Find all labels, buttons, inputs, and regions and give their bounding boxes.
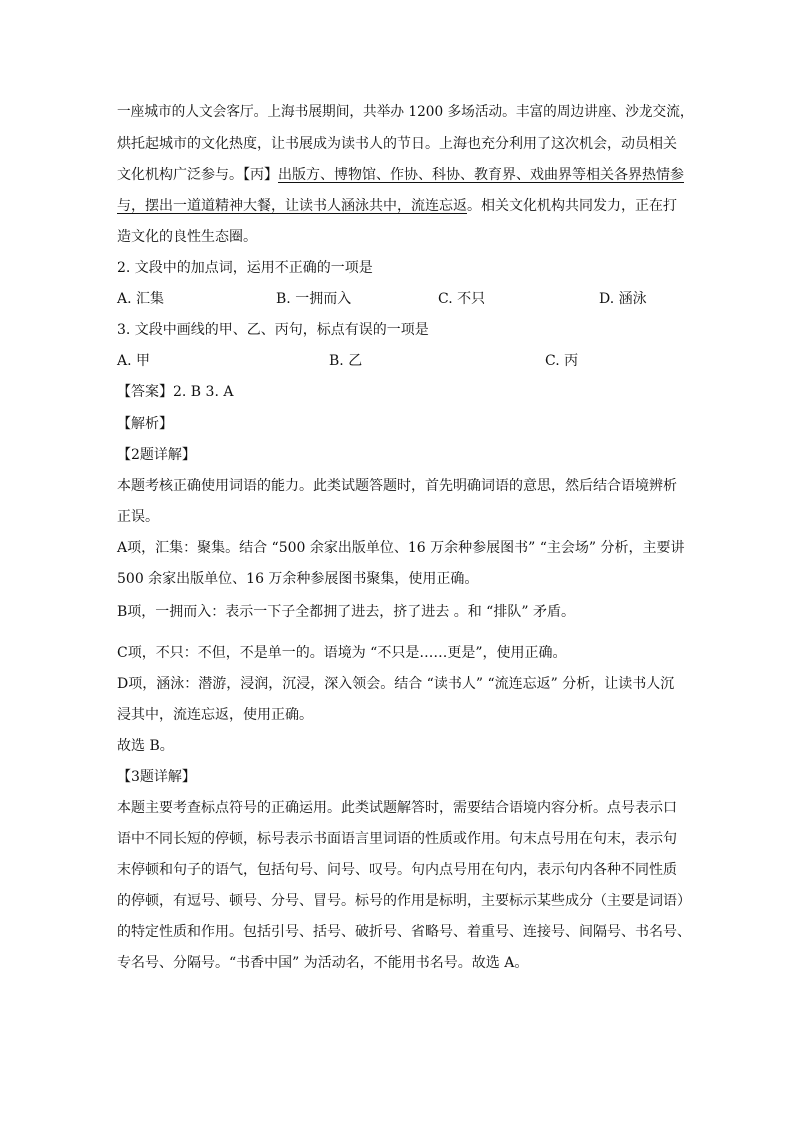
analysis-heading: 【解析】 (117, 416, 173, 432)
detail-2-option-d-line-1: D项，涵泳：潜游，浸润，沉浸，深入领会。结合 “读书人” “流连忘返” 分析，让读书人沉 (117, 676, 675, 692)
passage-line-3 (117, 165, 684, 185)
detail-2-heading: 【2题详解】 (117, 447, 196, 463)
question-2-stem: 2. 文段中的加点词，运用不正确的一项是 (117, 260, 373, 276)
passage-line-4-plain: 。相关文化机构共同发力，正在打 (467, 198, 677, 214)
detail-3-line-4: 的停顿，有逗号、顿号、分号、冒号。标号的作用是标明，主要标示某些成分（主要是词语） (117, 893, 691, 909)
detail-3-line-1: 本题主要考查标点符号的正确运用。此类试题解答时，需要结合语境内容分析。点号表示口 (117, 800, 677, 816)
detail-2-option-c: C项，不只：不但，不是单一的。语境为 “不只是……更是”，使用正确。 (117, 645, 567, 661)
detail-3-heading: 【3题详解】 (117, 769, 196, 785)
question-2-option-d: D. 涵泳 (599, 291, 647, 307)
passage-line-3-plain: 文化机构广泛参与。【丙】 (117, 167, 278, 183)
detail-3-line-5: 的特定性质和作用。包括引号、括号、破折号、省略号、着重号、连接号、间隔号、书名号、 (117, 924, 691, 940)
detail-2-option-a-line-2: 500 余家出版单位、16 万余种参展图书聚集，使用正确。 (117, 571, 479, 587)
underlined-sentence-bing-part-1: 出版方、博物馆、作协、科协、教育界、戏曲界等相关各界热情参 (278, 167, 684, 183)
detail-3-line-6: 专名号、分隔号。“书香中国” 为活动名，不能用书名号。故选 A。 (117, 955, 529, 971)
detail-2-option-a-line-1: A项，汇集：聚集。结合 “500 余家出版单位、16 万余种参展图书” “主会场” 分析，主要讲 (117, 540, 685, 556)
passage-line-5: 造文化的良性生态圈。 (117, 229, 257, 245)
question-3-option-b: B. 乙 (329, 353, 363, 369)
detail-2-option-b: B项，一拥而入：表示一下子全都拥了进去，挤了进去 。和 “排队” 矛盾。 (117, 604, 575, 620)
detail-3-line-3: 末停顿和句子的语气，包括句号、问号、叹号。句内点号用在句内，表示句内各种不同性质 (117, 862, 677, 878)
question-3-stem: 3. 文段中画线的甲、乙、丙句，标点有误的一项是 (117, 322, 429, 338)
detail-2-conclusion: 故选 B。 (117, 738, 174, 754)
detail-3-line-2: 语中不同长短的停顿，标号表示书面语言里词语的性质或作用。句末点号用在句末，表示句 (117, 831, 677, 847)
question-3-option-c: C. 丙 (545, 353, 579, 369)
detail-2-option-d-line-2: 浸其中，流连忘返，使用正确。 (117, 707, 313, 723)
underlined-sentence-bing-part-2: 与，摆出一道道精神大餐，让读书人涵泳共中，流连忘返 (117, 198, 467, 214)
passage-line-1: 一座城市的人文会客厅。上海书展期间，共举办 1200 多场活动。丰富的周边讲座、沙龙交流， (117, 104, 694, 120)
passage-line-2: 烘托起城市的文化热度，让书展成为读书人的节日。上海也充分利用了这次机会，动员相关 (117, 136, 677, 152)
answer-line: 【答案】2. B 3. A (117, 384, 234, 400)
passage-line-4 (117, 196, 677, 216)
question-2-option-a: A. 汇集 (117, 291, 165, 307)
question-2-option-b: B. 一拥而入 (276, 291, 352, 307)
question-2-option-c: C. 不只 (438, 291, 486, 307)
detail-2-line-1: 本题考核正确使用词语的能力。此类试题答题时，首先明确词语的意思，然后结合语境辨析 (117, 478, 677, 494)
question-3-option-a: A. 甲 (117, 353, 151, 369)
detail-2-line-2: 正误。 (117, 509, 159, 525)
